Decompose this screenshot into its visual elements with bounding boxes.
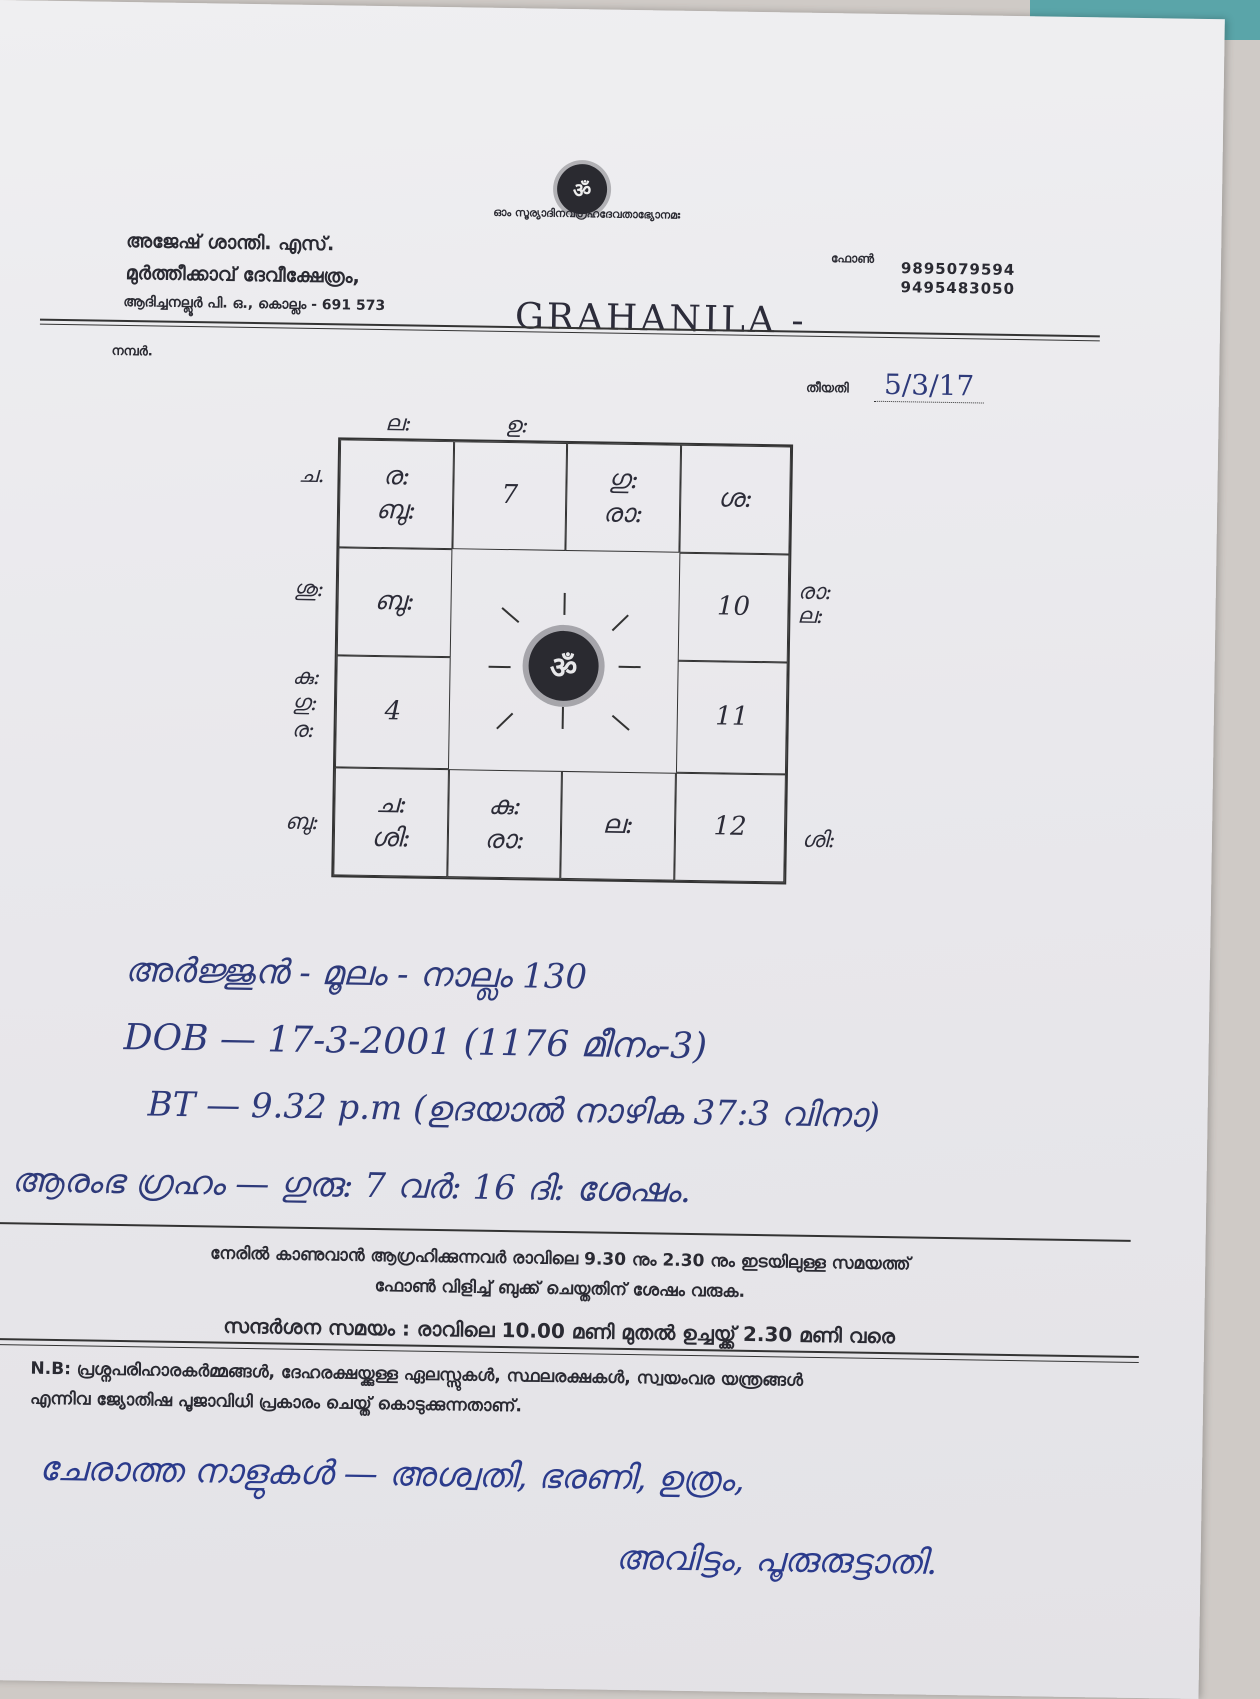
incompatible-stars-line-1: ചേരാത്ത നാളുകൾ — അശ്വതി, ഭരണി, ഉത്രം, [38, 1448, 745, 1500]
header-tagline: ഓം സൂര്യാദിനവഗ്രഹദേവതാഭ്യോനമഃ [493, 205, 681, 222]
cell-text: ശ: [717, 483, 753, 514]
cell-text: ര: [382, 461, 411, 492]
chart-center [449, 549, 679, 773]
date-value: 5/3/17 [874, 368, 985, 404]
chart-cell-r0c3 [679, 445, 791, 555]
incompatible-stars-line-2: അവിട്ടം, പൂരുരുട്ടാതി. [615, 1537, 938, 1583]
nb-line-2: എന്നിവ ജ്യോതിഷ പൂജാവിധി പ്രകാരം ചെയ്ത് കൊടുക്കുന്നതാണ്. [29, 1388, 523, 1417]
chart-top-label-1: ല: [385, 411, 412, 437]
footer-rule-1 [0, 1222, 1131, 1242]
handwritten-title: GRAHANILA - [514, 296, 807, 342]
ray-mark [612, 715, 630, 731]
phone-number-2: 9495483050 [900, 278, 1016, 298]
visiting-hours: സന്ദർശന സമയം : രാവിലെ 10.00 മണി മുതൽ ഉച്ചയ്ക്ക് 2.30 മണി വരെ [223, 1313, 896, 1349]
cell-text: കു: [488, 790, 522, 822]
chart-cell-r2c0 [335, 655, 451, 769]
horoscope-chart [331, 437, 793, 884]
chart-cell-r3c1 [447, 769, 562, 879]
chart-top-label-2: ഉ: [505, 412, 529, 439]
chart-left-label-4: ബു: [284, 809, 320, 836]
cell-text: ച: [375, 789, 408, 820]
phone-label: ഫോൺ [830, 251, 875, 266]
chart-cell-r3c3 [674, 773, 786, 883]
cell-text: ബു: [375, 494, 417, 526]
temple-name: മുർത്തീക്കാവ് ദേവീക്ഷേത്രം, [125, 262, 360, 288]
visit-instruction-line-2: ഫോൺ വിളിച്ച് ബുക്ക് ചെയ്തതിന് ശേഷം വരുക. [374, 1276, 746, 1302]
ray-mark [619, 666, 641, 668]
chart-cell-r1c3 [678, 553, 790, 663]
number-label: നമ്പർ. [111, 343, 153, 360]
chart-cell-r3c2 [560, 771, 676, 881]
cell-text: രാ: [483, 824, 525, 856]
cell-text: 4 [384, 696, 402, 727]
chart-left-label-2: ശു: [293, 576, 325, 603]
om-logo-icon: ॐ [557, 164, 608, 215]
cell-text: 10 [716, 591, 751, 622]
ray-mark [612, 614, 629, 631]
ray-mark [496, 713, 513, 730]
cell-text: ല: [602, 809, 634, 841]
cell-text: ശി: [370, 822, 411, 854]
ray-mark [501, 607, 519, 623]
note-line-birth-time: BT — 9.32 p.m (ഉദയാൽ നാഴിക 37:3 വിനാ) [147, 1084, 881, 1136]
cell-text: 12 [713, 811, 747, 842]
chart-cell-r3c0 [333, 767, 449, 877]
note-line-dob: DOB — 17-3-2001 (1176 മീനം-3) [123, 1017, 708, 1068]
address: ആദിച്ചനല്ലൂർ പി. ഒ., കൊല്ലം - 691 573 [123, 293, 386, 315]
cell-text: ഗു: [608, 464, 640, 496]
cell-text: രാ: [602, 498, 644, 530]
phone-number-1: 9895079594 [900, 259, 1016, 279]
chart-left-label-3: കു: ഗു: ര: [291, 664, 321, 743]
note-line-name-star: അർജ്ജുൻ - മൂലം - നാല്ലം 130 [124, 950, 588, 998]
chart-right-label-2: ശി: [801, 827, 836, 854]
chart-right-label-1: രാ: ല: [797, 579, 833, 630]
chart-cell-r0c2 [565, 443, 681, 553]
ray-mark [562, 707, 564, 729]
cell-text: ബു: [374, 586, 415, 617]
date-label: തീയതി [805, 380, 849, 397]
chart-cell-r0c1 [452, 441, 567, 551]
cell-text: 11 [715, 701, 749, 732]
chart-left-label-1: ച. [298, 462, 325, 489]
nb-line-1: N.B: പ്രശ്നപരിഹാരകർമ്മങ്ങൾ, ദേഹരക്ഷയ്ക്കുള്ള ഏലസ്സുകൾ, സ്ഥലരക്ഷകൾ, സ്വയംവര യന്ത്രങ്ങൾ [30, 1358, 804, 1391]
chart-cell-r2c3 [676, 661, 788, 775]
priest-name: അജേഷ് ശാന്തി. എസ്. [126, 230, 335, 256]
note-line-dasa: ആരംഭ ഗ്രഹം — ഗുരു: 7 വർ: 16 ദി: ശേഷം. [11, 1160, 692, 1211]
chart-cell-r0c0 [338, 439, 454, 549]
visit-instruction-line-1: നേരിൽ കാണുവാൻ ആഗ്രഹിക്കുന്നവർ രാവിലെ 9.30 നും 2.30 നും ഇടയിലുള്ള സമയത്ത് [210, 1243, 911, 1275]
om-center-icon: ॐ [528, 630, 599, 701]
ray-mark [563, 593, 565, 615]
ray-mark [489, 666, 511, 668]
chart-cell-r1c0 [337, 547, 453, 657]
cell-text: 7 [501, 480, 519, 511]
